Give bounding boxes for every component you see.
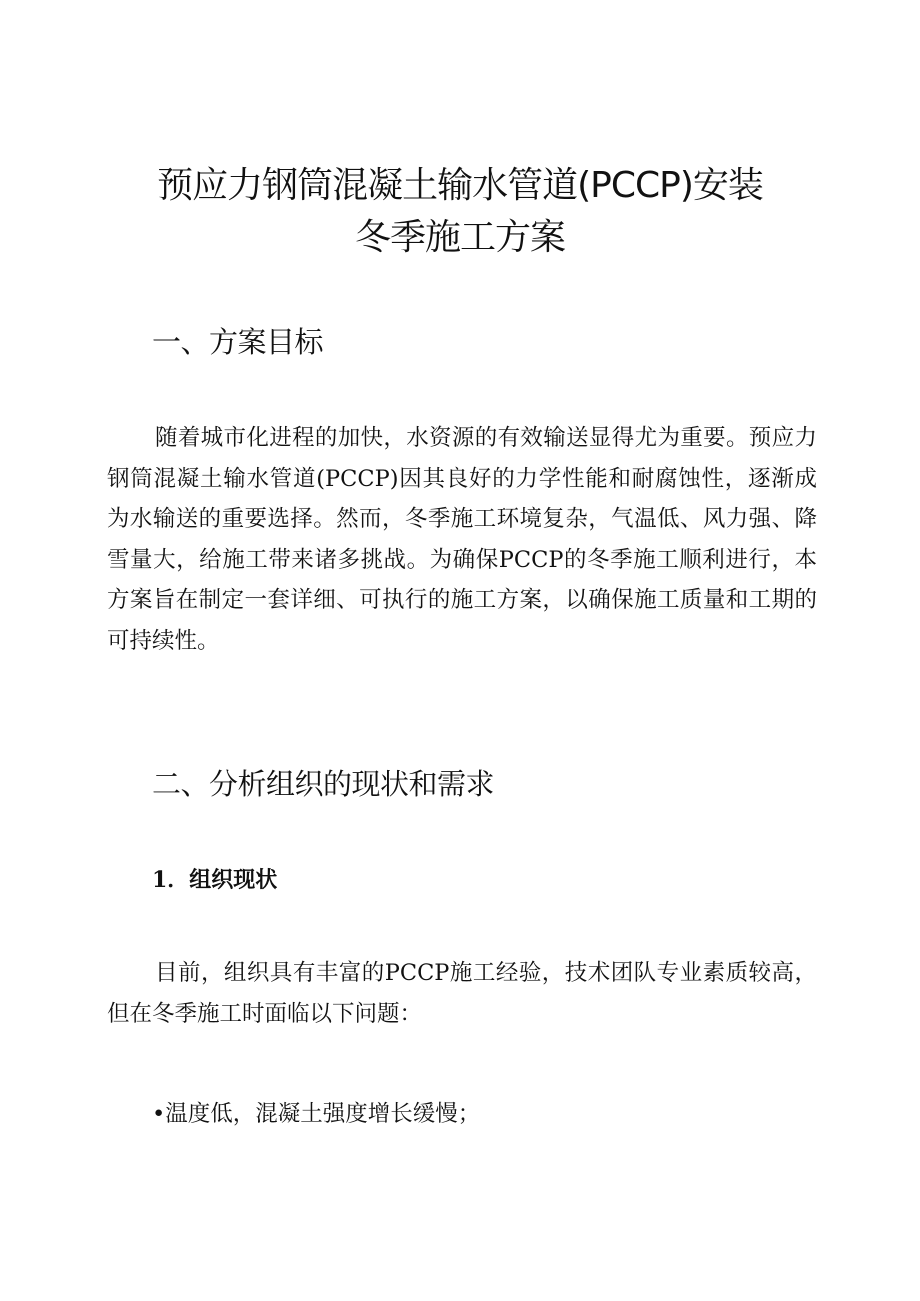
section-1-heading: 一、方案目标 bbox=[152, 325, 324, 359]
section-2-heading: 二、分析组织的现状和需求 bbox=[152, 767, 495, 801]
section-1-paragraph: 随着城市化进程的加快，水资源的有效输送显得尤为重要。预应力钢筒混凝土输水管道(PCCP)因其良好的力学性能和耐腐蚀性，逐渐成为水输送的重要选择。然而，冬季施工环境复杂，气温低、风力强、降雪量大，给施工带来诸多挑战。为确保PCCP的冬季施工顺利进行，本方案旨在制定一套详细、可执行的施工方案，以确保施工质量和工期的可持续性。 bbox=[107, 425, 817, 654]
section-2-paragraph: 目前，组织具有丰富的PCCP施工经验，技术团队专业素质较高，但在冬季施工时面临以下问题： bbox=[107, 960, 817, 1027]
title-line-1: 预应力钢筒混凝土输水管道(PCCP)安装 bbox=[157, 165, 763, 206]
bullet-item-1: •温度低，混凝土强度增长缓慢； bbox=[152, 1101, 481, 1127]
title-line-2: 冬季施工方案 bbox=[354, 217, 565, 258]
document-title bbox=[100, 160, 820, 264]
subsection-1-heading: 1．组织现状 bbox=[152, 867, 278, 893]
